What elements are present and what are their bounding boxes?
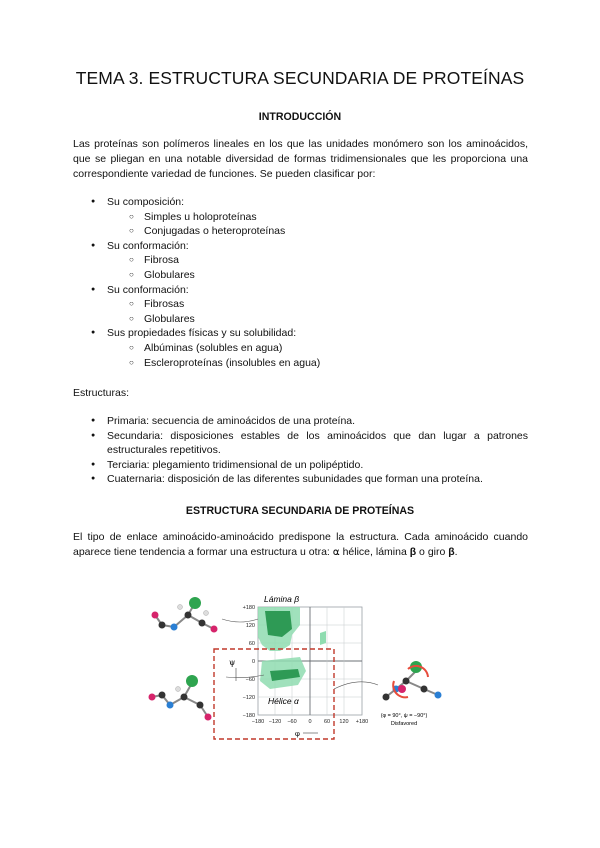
- classification-subitem: ○ Fibrosas: [73, 297, 528, 312]
- section-heading-estructura-secundaria: ESTRUCTURA SECUNDARIA DE PROTEÍNAS: [185, 505, 415, 517]
- disfavored-label: Disfavored: [390, 721, 418, 727]
- alpha-symbol: ⍺: [332, 546, 340, 558]
- classification-subitem: ○ Simples u holoproteínas: [73, 210, 528, 225]
- psi-axis-label: ψ: [229, 658, 236, 667]
- arrow-beta: [222, 619, 258, 622]
- helix-text: hélice, lámina: [339, 546, 410, 558]
- molecule-disfavored: [383, 661, 442, 701]
- y-tick-label: +180: [242, 605, 255, 611]
- x-tick-label: +180: [355, 719, 369, 725]
- section2-paragraph-text: El tipo de enlace aminoácido-aminoácido predispone la estructura. Cada aminoácido cuando aparece tiene tendencia a formar una estructura u otra:: [73, 531, 528, 558]
- classification-item: ● Su conformación:: [73, 283, 528, 298]
- x-tick-label: −120: [268, 719, 282, 725]
- classification-item: ● Su conformación:: [73, 239, 528, 254]
- beta-symbol-2: β: [448, 546, 455, 558]
- structures-list: [73, 414, 528, 487]
- molecule-beta-sheet: [152, 597, 218, 633]
- structures-label: Estructuras:: [73, 387, 130, 399]
- classification-subitem: ○ Fibrosa: [73, 253, 528, 268]
- section2-paragraph: [73, 530, 528, 560]
- disfavored-angles: (φ = 90°, ψ = −90°): [380, 713, 428, 719]
- lamina-label: Lámina β: [264, 594, 300, 604]
- classification-subitem: ○ Globulares: [73, 268, 528, 283]
- x-tick-label: 60: [323, 719, 331, 725]
- phi-axis-label: φ: [295, 730, 300, 738]
- structure-item: [73, 429, 528, 458]
- structure-item-text: ● Primaria: secuencia de aminoácidos de una proteína.: [107, 415, 356, 427]
- beta-symbol-1: β: [409, 546, 417, 558]
- y-tick-label: −180: [242, 713, 255, 719]
- helice-label: Hélice α: [268, 696, 299, 706]
- structure-item: [73, 472, 528, 487]
- page-title: TEMA 3. ESTRUCTURA SECUNDARIA DE PROTEÍNAS: [75, 68, 525, 88]
- classification-item: ● Su composición:: [73, 195, 528, 210]
- intro-paragraph: Las proteínas son polímeros lineales en los que las unidades monómero son los aminoácidos, que se pliegan en una notable diversidad de formas tridimensionales que les proporciona una correspondiente variedad de funciones. Se pueden clasificar por:: [73, 138, 528, 180]
- classification-subitem: ○ Escleroproteínas (insolubles en agua): [73, 356, 528, 371]
- arrow-disfavored: [334, 682, 378, 689]
- y-tick-label: 60: [248, 641, 255, 647]
- y-tick-label: −120: [242, 695, 255, 701]
- structure-item-text: ● Cuaternaria: disposición de las diferentes subunidades que forman una proteína.: [107, 473, 483, 486]
- x-tick-label: −60: [287, 719, 297, 725]
- structure-item-text: ● Secundaria: disposiciones estables de los aminoácidos que dan lugar a patrones estructurales repetitivos.: [107, 429, 528, 457]
- ramachandran-figure: [140, 585, 465, 745]
- structure-item-text: ● Terciaria: plegamiento tridimensional de un polipéptido.: [107, 458, 364, 471]
- classification-subitem: ○ Globulares: [73, 312, 528, 327]
- or-text: o giro: [416, 546, 449, 558]
- classification-subitem: ○ Albúminas (solubles en agua): [73, 341, 528, 356]
- structure-item: [73, 414, 528, 429]
- x-tick-label: 0: [308, 719, 312, 725]
- molecule-alpha-helix: [149, 675, 212, 721]
- left-helix-region: [320, 631, 326, 645]
- y-tick-label: 120: [245, 623, 255, 629]
- classification-subitem: ○ Conjugadas o heteroproteínas: [73, 224, 528, 239]
- x-tick-label: 120: [339, 719, 349, 725]
- classification-item: ● Sus propiedades físicas y su solubilidad:: [73, 326, 528, 341]
- y-tick-label: −60: [245, 677, 255, 683]
- structure-item: [73, 458, 528, 473]
- section-heading-introduccion: INTRODUCCIÓN: [258, 111, 342, 123]
- y-tick-label: 0: [251, 659, 255, 665]
- x-tick-label: −180: [251, 719, 265, 725]
- period-text: .: [454, 546, 458, 558]
- classification-list: [73, 195, 528, 370]
